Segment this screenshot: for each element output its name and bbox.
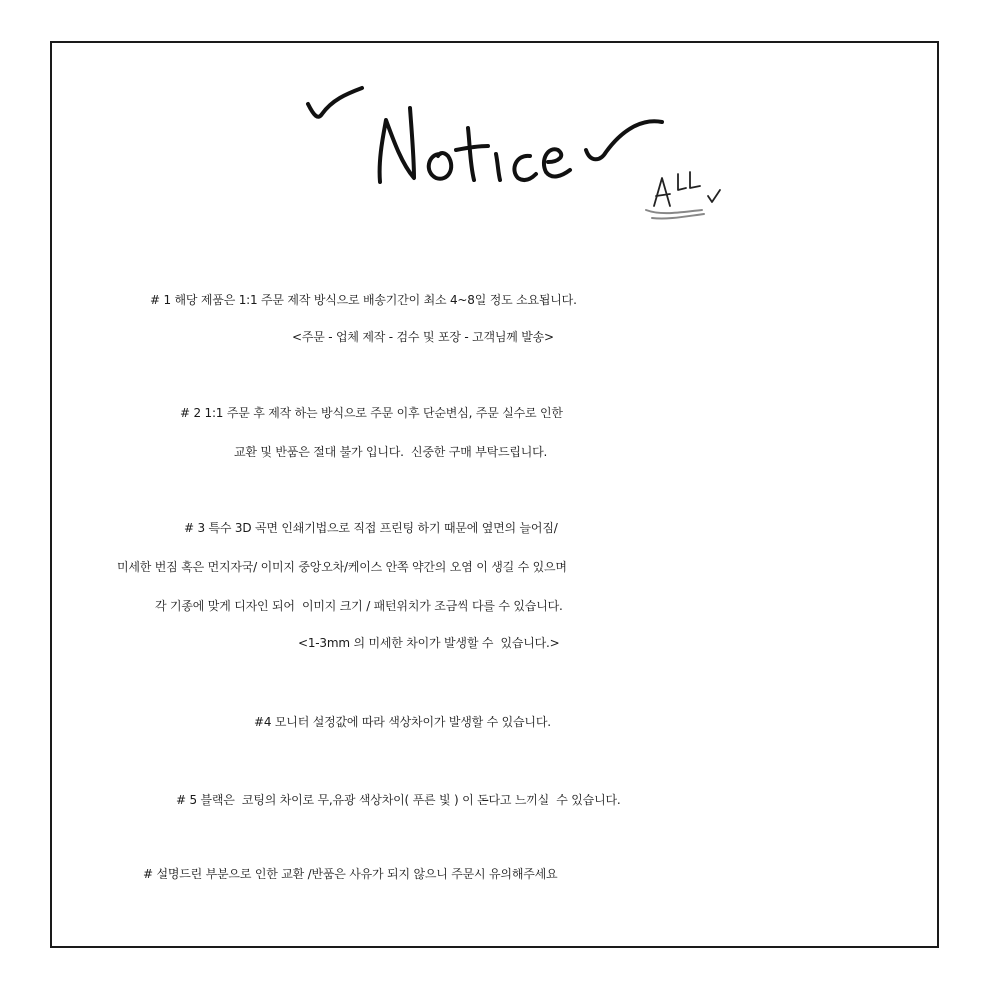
notice-3-line-1: # 3 특수 3D 곡면 인쇄기법으로 직접 프린팅 하기 때문에 옆면의 늘어짐/ <box>184 521 558 535</box>
notice-3-line-2: 미세한 번짐 혹은 먼지자국/ 이미지 중앙오차/케이스 안쪽 약간의 오염 이 생길 수 있으며 <box>117 560 567 574</box>
notice-2-line-1: # 2 1:1 주문 후 제작 하는 방식으로 주문 이후 단순변심, 주문 실수로 인한 <box>180 406 563 420</box>
notice-3-line-3: 각 기종에 맞게 디자인 되어 이미지 크기 / 패턴위치가 조금씩 다를 수 있습니다. <box>155 599 563 613</box>
notice-2-line-2: 교환 및 반품은 절대 불가 입니다. 신중한 구매 부탁드립니다. <box>234 445 548 459</box>
handwritten-notice-title <box>290 70 720 245</box>
notice-4-line-1: #4 모니터 설정값에 따라 색상차이가 발생할 수 있습니다. <box>254 715 551 729</box>
notice-6-line-1: # 설명드린 부분으로 인한 교환 /반품은 사유가 되지 않으니 주문시 유의해주세요 <box>143 867 558 881</box>
notice-1-line-1: # 1 해당 제품은 1:1 주문 제작 방식으로 배송기간이 최소 4~8일 정도 소요됩니다. <box>150 293 577 307</box>
notice-3-line-4: <1-3mm 의 미세한 차이가 발생할 수 있습니다.> <box>298 636 560 650</box>
notice-5-line-1: # 5 블랙은 코팅의 차이로 무,유광 색상차이( 푸른 빛 ) 이 돈다고 느끼실 수 있습니다. <box>176 793 621 807</box>
notice-1-line-2: <주문 - 업체 제작 - 검수 및 포장 - 고객님께 발송> <box>292 330 554 344</box>
